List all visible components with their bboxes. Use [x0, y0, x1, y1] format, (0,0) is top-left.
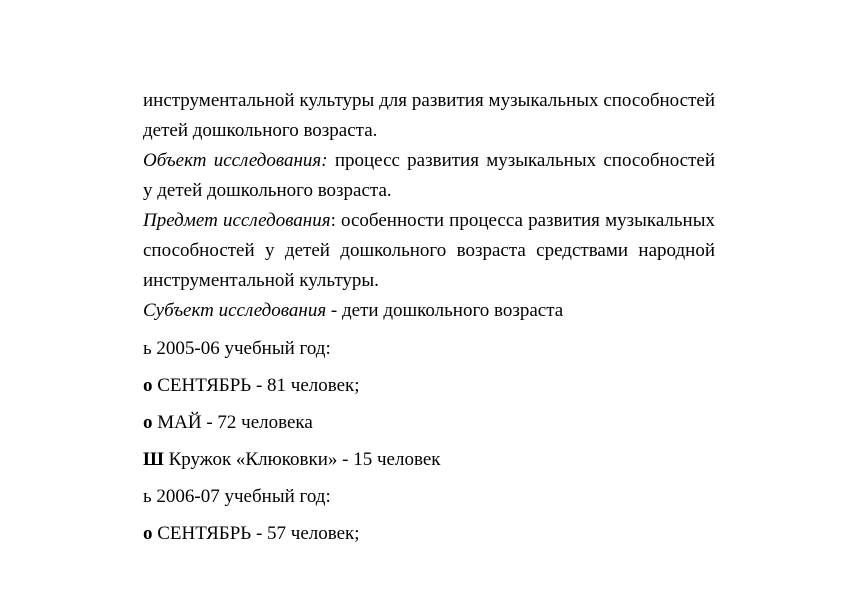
list-item	[143, 404, 715, 441]
list-marker: Ш	[143, 449, 164, 470]
paragraph-subject-matter	[143, 206, 715, 296]
subject-matter-label: Предмет исследования	[143, 210, 331, 231]
list-item	[143, 441, 715, 478]
object-label: Объект исследования:	[143, 150, 328, 171]
document-page	[143, 86, 715, 552]
paragraph-intro-text: инструментальной культуры для развития музыкальных способностей детей дошкольного возраста.	[143, 90, 715, 141]
list-item-text: 2006-07 учебный год:	[151, 486, 331, 507]
list-item	[143, 478, 715, 515]
paragraph-subject	[143, 296, 715, 326]
bullet-list	[143, 330, 715, 552]
paragraph-object	[143, 146, 715, 206]
list-item	[143, 515, 715, 552]
subject-text: - дети дошкольного возраста	[326, 300, 564, 321]
list-marker: o	[143, 375, 153, 396]
list-marker: ь	[143, 486, 152, 507]
list-marker: ь	[143, 338, 152, 359]
list-item-text: МАЙ - 72 человека	[152, 412, 313, 433]
object-text: процесс развития музыкальных способностей у детей дошкольного возраста.	[143, 150, 715, 201]
list-item	[143, 330, 715, 367]
list-item-text: СЕНТЯБРЬ - 57 человек;	[152, 523, 360, 544]
subject-label: Субъект исследования	[143, 300, 327, 321]
list-item-text: Кружок «Клюковки» - 15 человек	[163, 449, 441, 470]
list-item	[143, 367, 715, 404]
subject-matter-text: : особенности процесса развития музыкальных способностей у детей дошкольного возраста средствами народной инструментальной культуры.	[143, 210, 715, 291]
list-marker: o	[143, 412, 153, 433]
paragraph-intro	[143, 86, 715, 146]
list-item-text: 2005-06 учебный год:	[151, 338, 331, 359]
list-marker: o	[143, 523, 153, 544]
list-item-text: СЕНТЯБРЬ - 81 человек;	[152, 375, 360, 396]
